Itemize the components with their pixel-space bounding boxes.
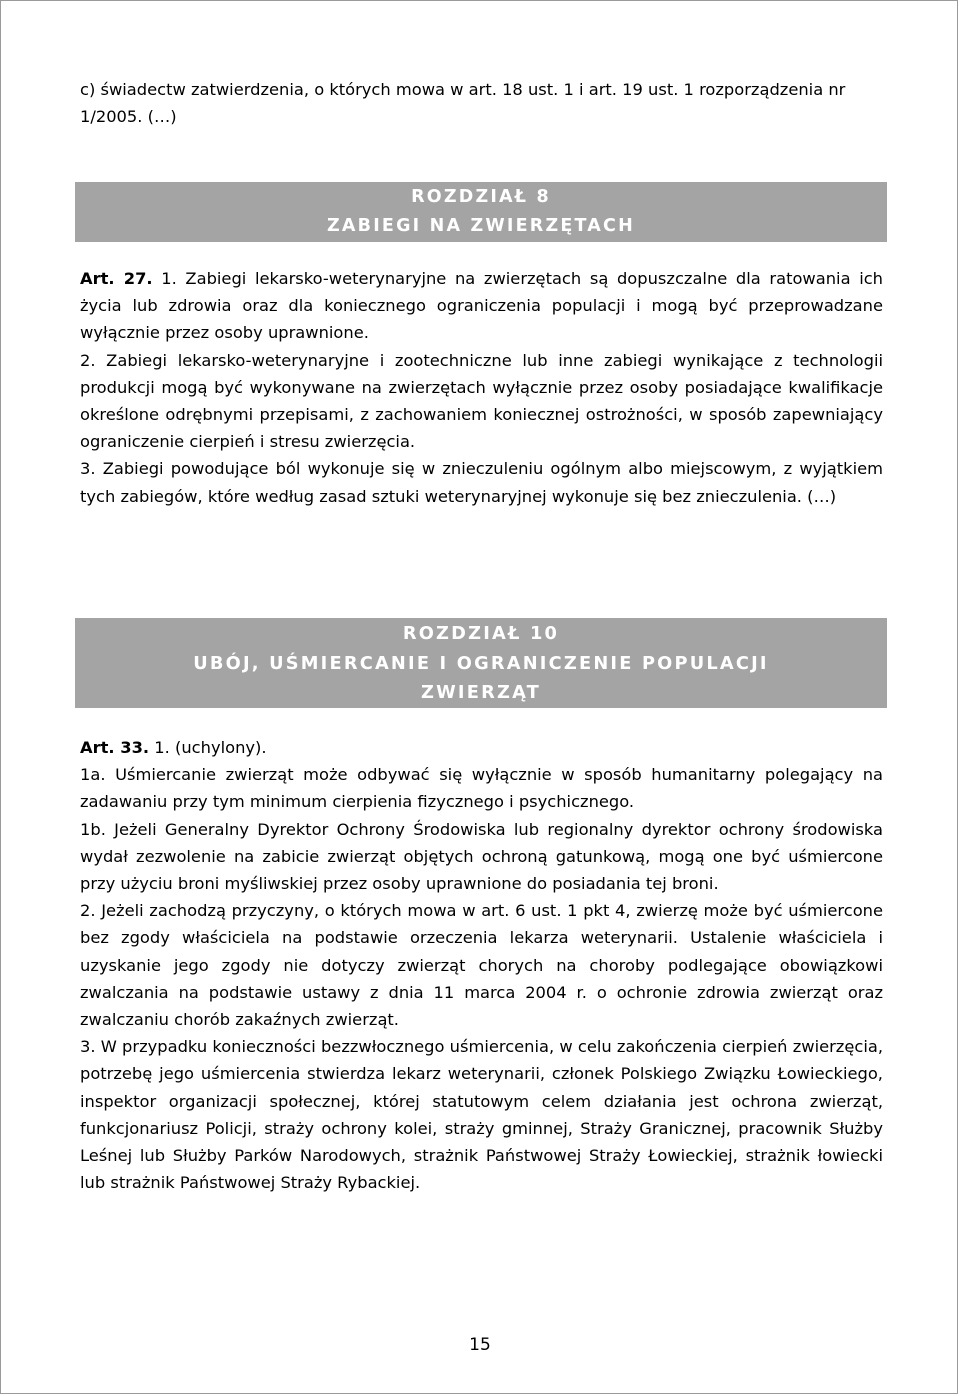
art33-paragraph-3: 3. W przypadku konieczności bezzwłocznego uśmiercenia, w celu zakończenia cierpień zwierzęcia, potrzebę jego uśmiercenia stwierdza lekarz weterynarii, członek Polskiego Związku Łowieckiego, inspektor organizacji społecznej, której statutowym celem działania jest ochrona zwierząt, funkcjonariusz Policji, straży ochrony kolei, straży gminnej, Straży Granicznej, pracownik Służby Leśnej lub Służby Parków Narodowych, strażnik Państwowej Straży Łowieckiej, strażnik łowiecki lub strażnik Państwowej Straży Rybackiej.	[80, 1037, 883, 1193]
art27-p1-text: 1. Zabiegi lekarsko-weterynaryjne na zwierzętach są dopuszczalne dla ratowania ich życia lub zdrowia oraz dla koniecznego ograniczenia populacji i mogą być przeprowadzane wyłącznie przez osoby uprawnione.	[80, 269, 883, 343]
article-33	[80, 734, 883, 1196]
art33-paragraph-1	[80, 734, 883, 761]
page-number: 15	[469, 1335, 491, 1355]
chapter-8-header	[75, 182, 887, 242]
art33-paragraph-1a: 1a. Uśmiercanie zwierząt może odbywać się wyłącznie w sposób humanitarny polegający na zadawaniu przy tym minimum cierpienia fizycznego i psychicznego.	[80, 765, 883, 812]
art33-paragraph-1b: 1b. Jeżeli Generalny Dyrektor Ochrony Środowiska lub regionalny dyrektor ochrony środowiska wydał zezwolenie na zabicie zwierząt objętych ochroną gatunkową, mogą one być uśmiercone przy użyciu broni myśliwskiej przez osoby uprawnione do posiadania tej broni.	[80, 819, 883, 894]
art27-paragraph-3: 3. Zabiegi powodujące ból wykonuje się w znieczuleniu ogólnym albo miejscowym, z wyjątkiem tych zabiegów, które według zasad sztuki weterynaryjnej wykonuje się bez znieczulenia. (…)	[80, 459, 883, 506]
chapter-10-number: ROZDZIAŁ 10	[402, 623, 560, 644]
art27-label: Art. 27.	[80, 269, 153, 288]
article-27	[80, 265, 883, 510]
chapter-10-header	[75, 618, 887, 708]
art33-p1-text: 1. (uchylony).	[154, 738, 267, 757]
intro-paragraph: c) świadectw zatwierdzenia, o których mowa w art. 18 ust. 1 i art. 19 ust. 1 rozporządzenia nr 1/2005. (…)	[80, 80, 846, 127]
art27-paragraph-2: 2. Zabiegi lekarsko-weterynaryjne i zootechniczne lub inne zabiegi wynikające z technologii produkcji mogą być wykonywane na zwierzętach wyłącznie przez osoby posiadające kwalifikacje określone odrębnymi przepisami, z zachowaniem koniecznej ostrożności, w sposób zapewniający ograniczenie cierpień i stresu zwierzęcia.	[80, 350, 883, 452]
intro-section	[80, 76, 883, 130]
chapter-10-title-line-1: UBÓJ, UŚMIERCANIE I OGRANICZENIE POPULACJI	[193, 652, 769, 674]
chapter-8-title: ZABIEGI NA ZWIERZĘTACH	[327, 216, 635, 236]
art27-paragraph-1	[80, 265, 883, 347]
art33-paragraph-2: 2. Jeżeli zachodzą przyczyny, o których mowa w art. 6 ust. 1 pkt 4, zwierzę może być uśmiercone bez zgody właściciela na podstawie orzeczenia lekarza weterynarii. Ustalenie właściciela i uzyskanie jego zgody nie dotyczy zwierząt chorych na choroby podlegające obowiązkowi zwalczania na podstawie ustawy z dnia 11 marca 2004 r. o ochronie zdrowia zwierząt oraz zwalczaniu chorób zakaźnych zwierząt.	[80, 901, 883, 1030]
chapter-10-title-line-2: ZWIERZĄT	[421, 682, 541, 703]
chapter-8-number: ROZDZIAŁ 8	[411, 187, 551, 207]
art33-label: Art. 33.	[80, 738, 150, 757]
